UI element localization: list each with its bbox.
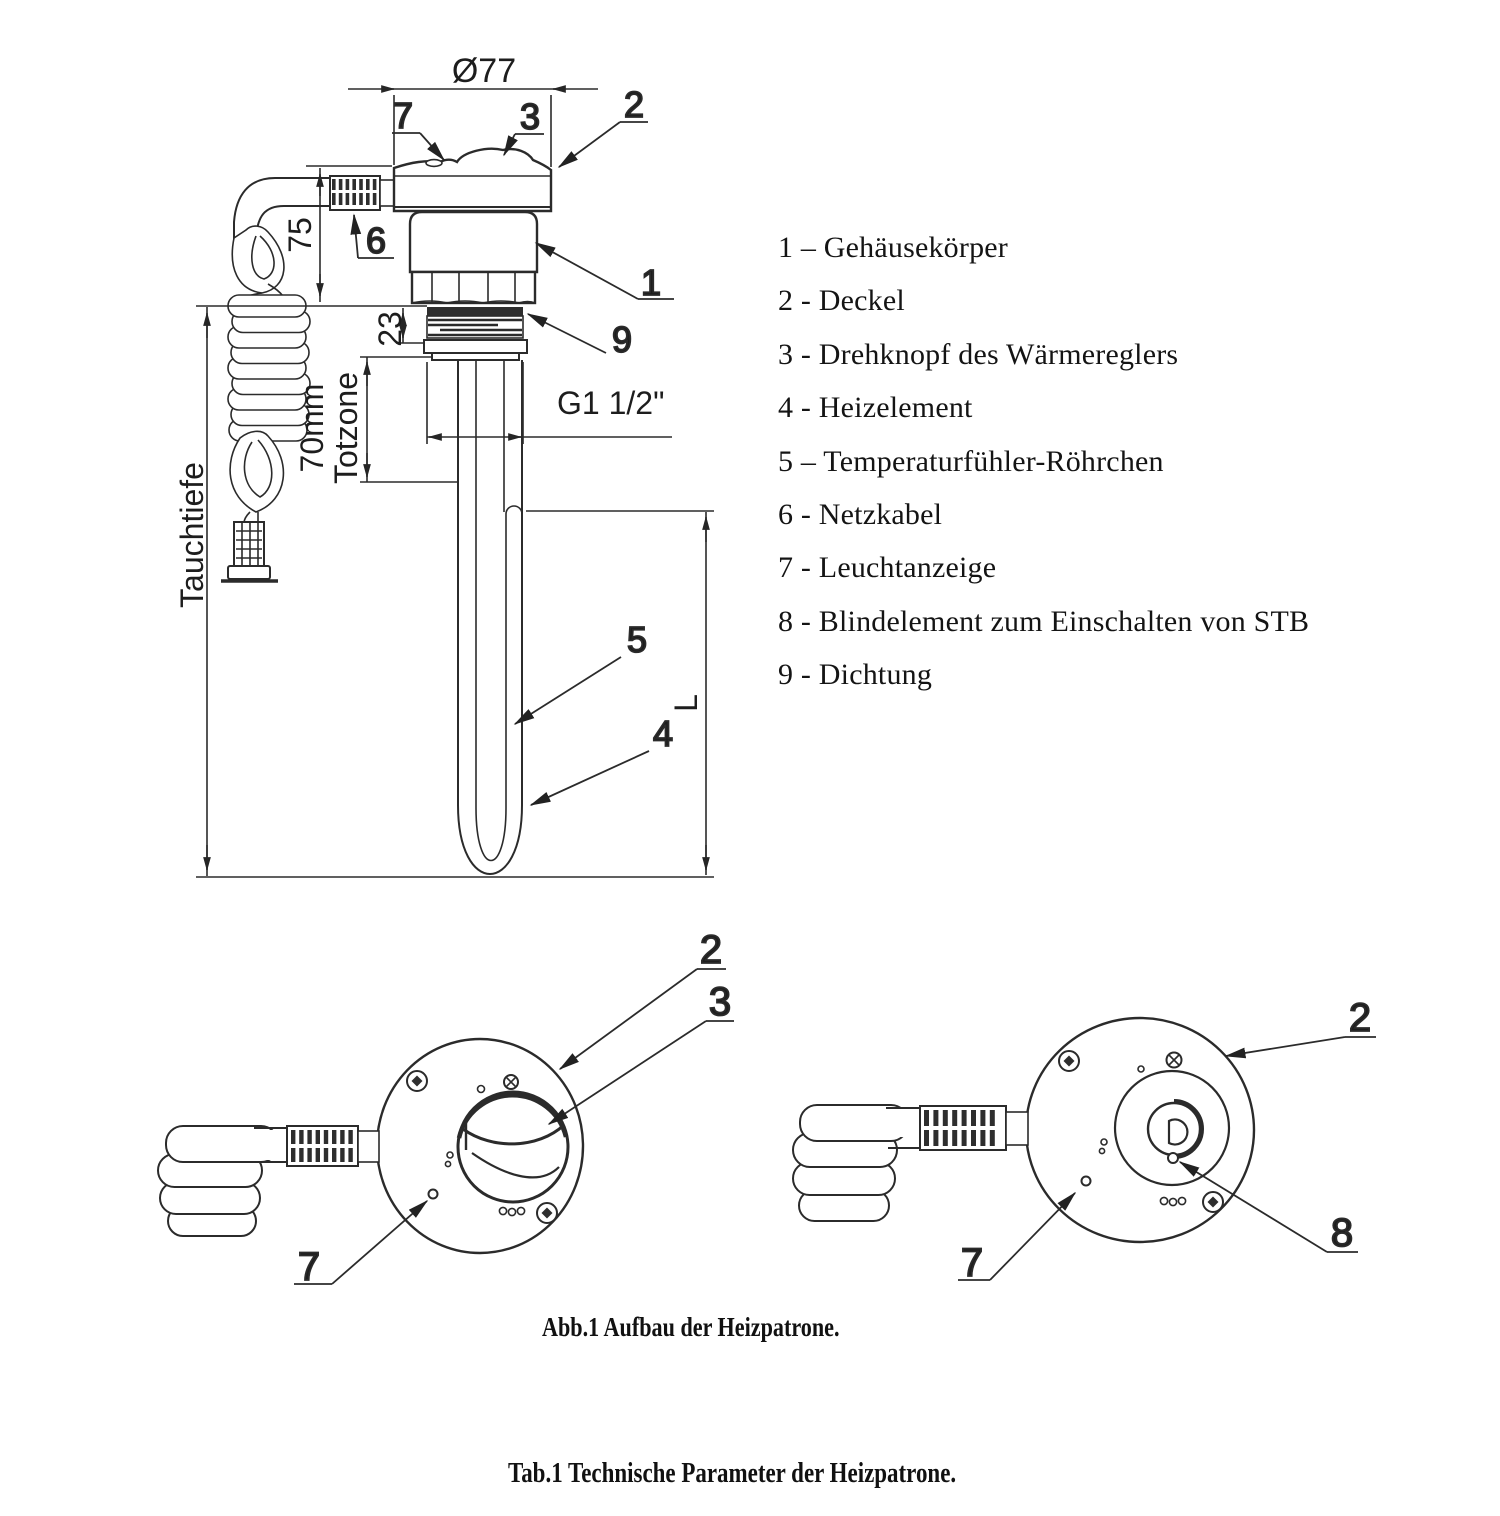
legend-item-4: 4 - Heizelement — [778, 391, 973, 425]
dimension-thread-size — [427, 362, 672, 444]
rivet-mark — [504, 1075, 518, 1089]
main-cross-section-drawing — [174, 52, 714, 877]
cable-gland — [330, 176, 394, 210]
thread-and-gasket — [427, 307, 523, 338]
housing-body — [410, 212, 537, 272]
thermostat-knob — [458, 1092, 568, 1202]
indicator-lamp-blind — [1082, 1177, 1091, 1186]
label-2-cover-right: 2 — [1348, 996, 1372, 1040]
dim-23-label: 23 — [372, 311, 408, 347]
label-2-cover-left: 2 — [699, 928, 723, 972]
legend-item-6: 6 - Netzkabel — [778, 498, 943, 532]
dim-totzone-label: Totzone — [328, 371, 364, 485]
flange — [424, 340, 527, 353]
cable-coil-right-view — [793, 1105, 922, 1221]
legend-item-5: 5 – Temperaturfühler-Röhrchen — [778, 444, 1164, 478]
heater-head-drawing — [394, 149, 551, 360]
indicator-lamp — [429, 1190, 438, 1199]
legend-item-9: 9 - Dichtung — [778, 658, 933, 692]
label-8-blind-element: 8 — [1330, 1211, 1354, 1255]
screw-top-left — [407, 1071, 427, 1091]
blind-top-view-drawing — [793, 996, 1376, 1285]
knob-top-view-drawing — [158, 928, 734, 1289]
cable-gland-left-view — [287, 1126, 379, 1166]
legend-item-2: 2 - Deckel — [778, 284, 905, 318]
sensor-tube-cap — [506, 506, 522, 514]
legend-item-8: 8 - Blindelement zum Einschalten von STB — [778, 604, 1310, 638]
cable-gland-right-view — [920, 1106, 1028, 1150]
label-3-knob: 3 — [519, 96, 541, 137]
legend-item-3: 3 - Drehknopf des Wärmereglers — [778, 337, 1179, 371]
label-9-gasket: 9 — [611, 319, 633, 360]
dim-length-label: L — [668, 694, 704, 712]
label-5-sensor-tube: 5 — [626, 619, 648, 660]
label-7-indicator-left: 7 — [297, 1245, 321, 1289]
dimension-length-L — [526, 511, 714, 875]
label-6-cable: 6 — [365, 220, 387, 261]
dim-thread-size-label: G1 1/2" — [557, 385, 665, 421]
rivet-mark-blind — [1167, 1053, 1182, 1068]
label-4-heating-element: 4 — [652, 713, 674, 754]
dim-tauchtiefe-label: Tauchtiefe — [174, 462, 210, 608]
cable-plug — [221, 512, 278, 581]
cable-coil-left-view — [158, 1126, 292, 1236]
legend-item-7: 7 - Leuchtanzeige — [778, 551, 997, 585]
screw-bottom-right-blind — [1203, 1192, 1223, 1212]
indicator-nub — [426, 160, 442, 167]
label-1-housing: 1 — [640, 262, 662, 303]
dimension-tauchtiefe — [174, 307, 210, 876]
table-caption: Tab.1 Technische Parameter der Heizpatrone. — [508, 1458, 957, 1489]
dim-diameter-label: Ø77 — [451, 52, 517, 90]
dimension-23 — [372, 308, 424, 347]
screw-bottom-right — [537, 1203, 557, 1223]
legend-item-1: 1 – Gehäusekörper — [778, 231, 1008, 264]
screw-top-left-blind — [1059, 1051, 1079, 1071]
dim-70mm-label: 70mm — [294, 383, 330, 473]
label-2-cover: 2 — [623, 84, 645, 125]
label-3-knob-left: 3 — [708, 980, 732, 1024]
parts-legend — [778, 221, 1309, 702]
label-7-indicator: 7 — [392, 95, 414, 136]
dimension-totzone — [294, 357, 458, 484]
figure-caption: Abb.1 Aufbau der Heizpatrone. — [542, 1312, 840, 1342]
label-7-indicator-right: 7 — [960, 1241, 984, 1285]
dim-75-label: 75 — [282, 217, 318, 253]
hex-nut — [412, 272, 535, 303]
dimension-diameter-77 — [348, 52, 598, 167]
